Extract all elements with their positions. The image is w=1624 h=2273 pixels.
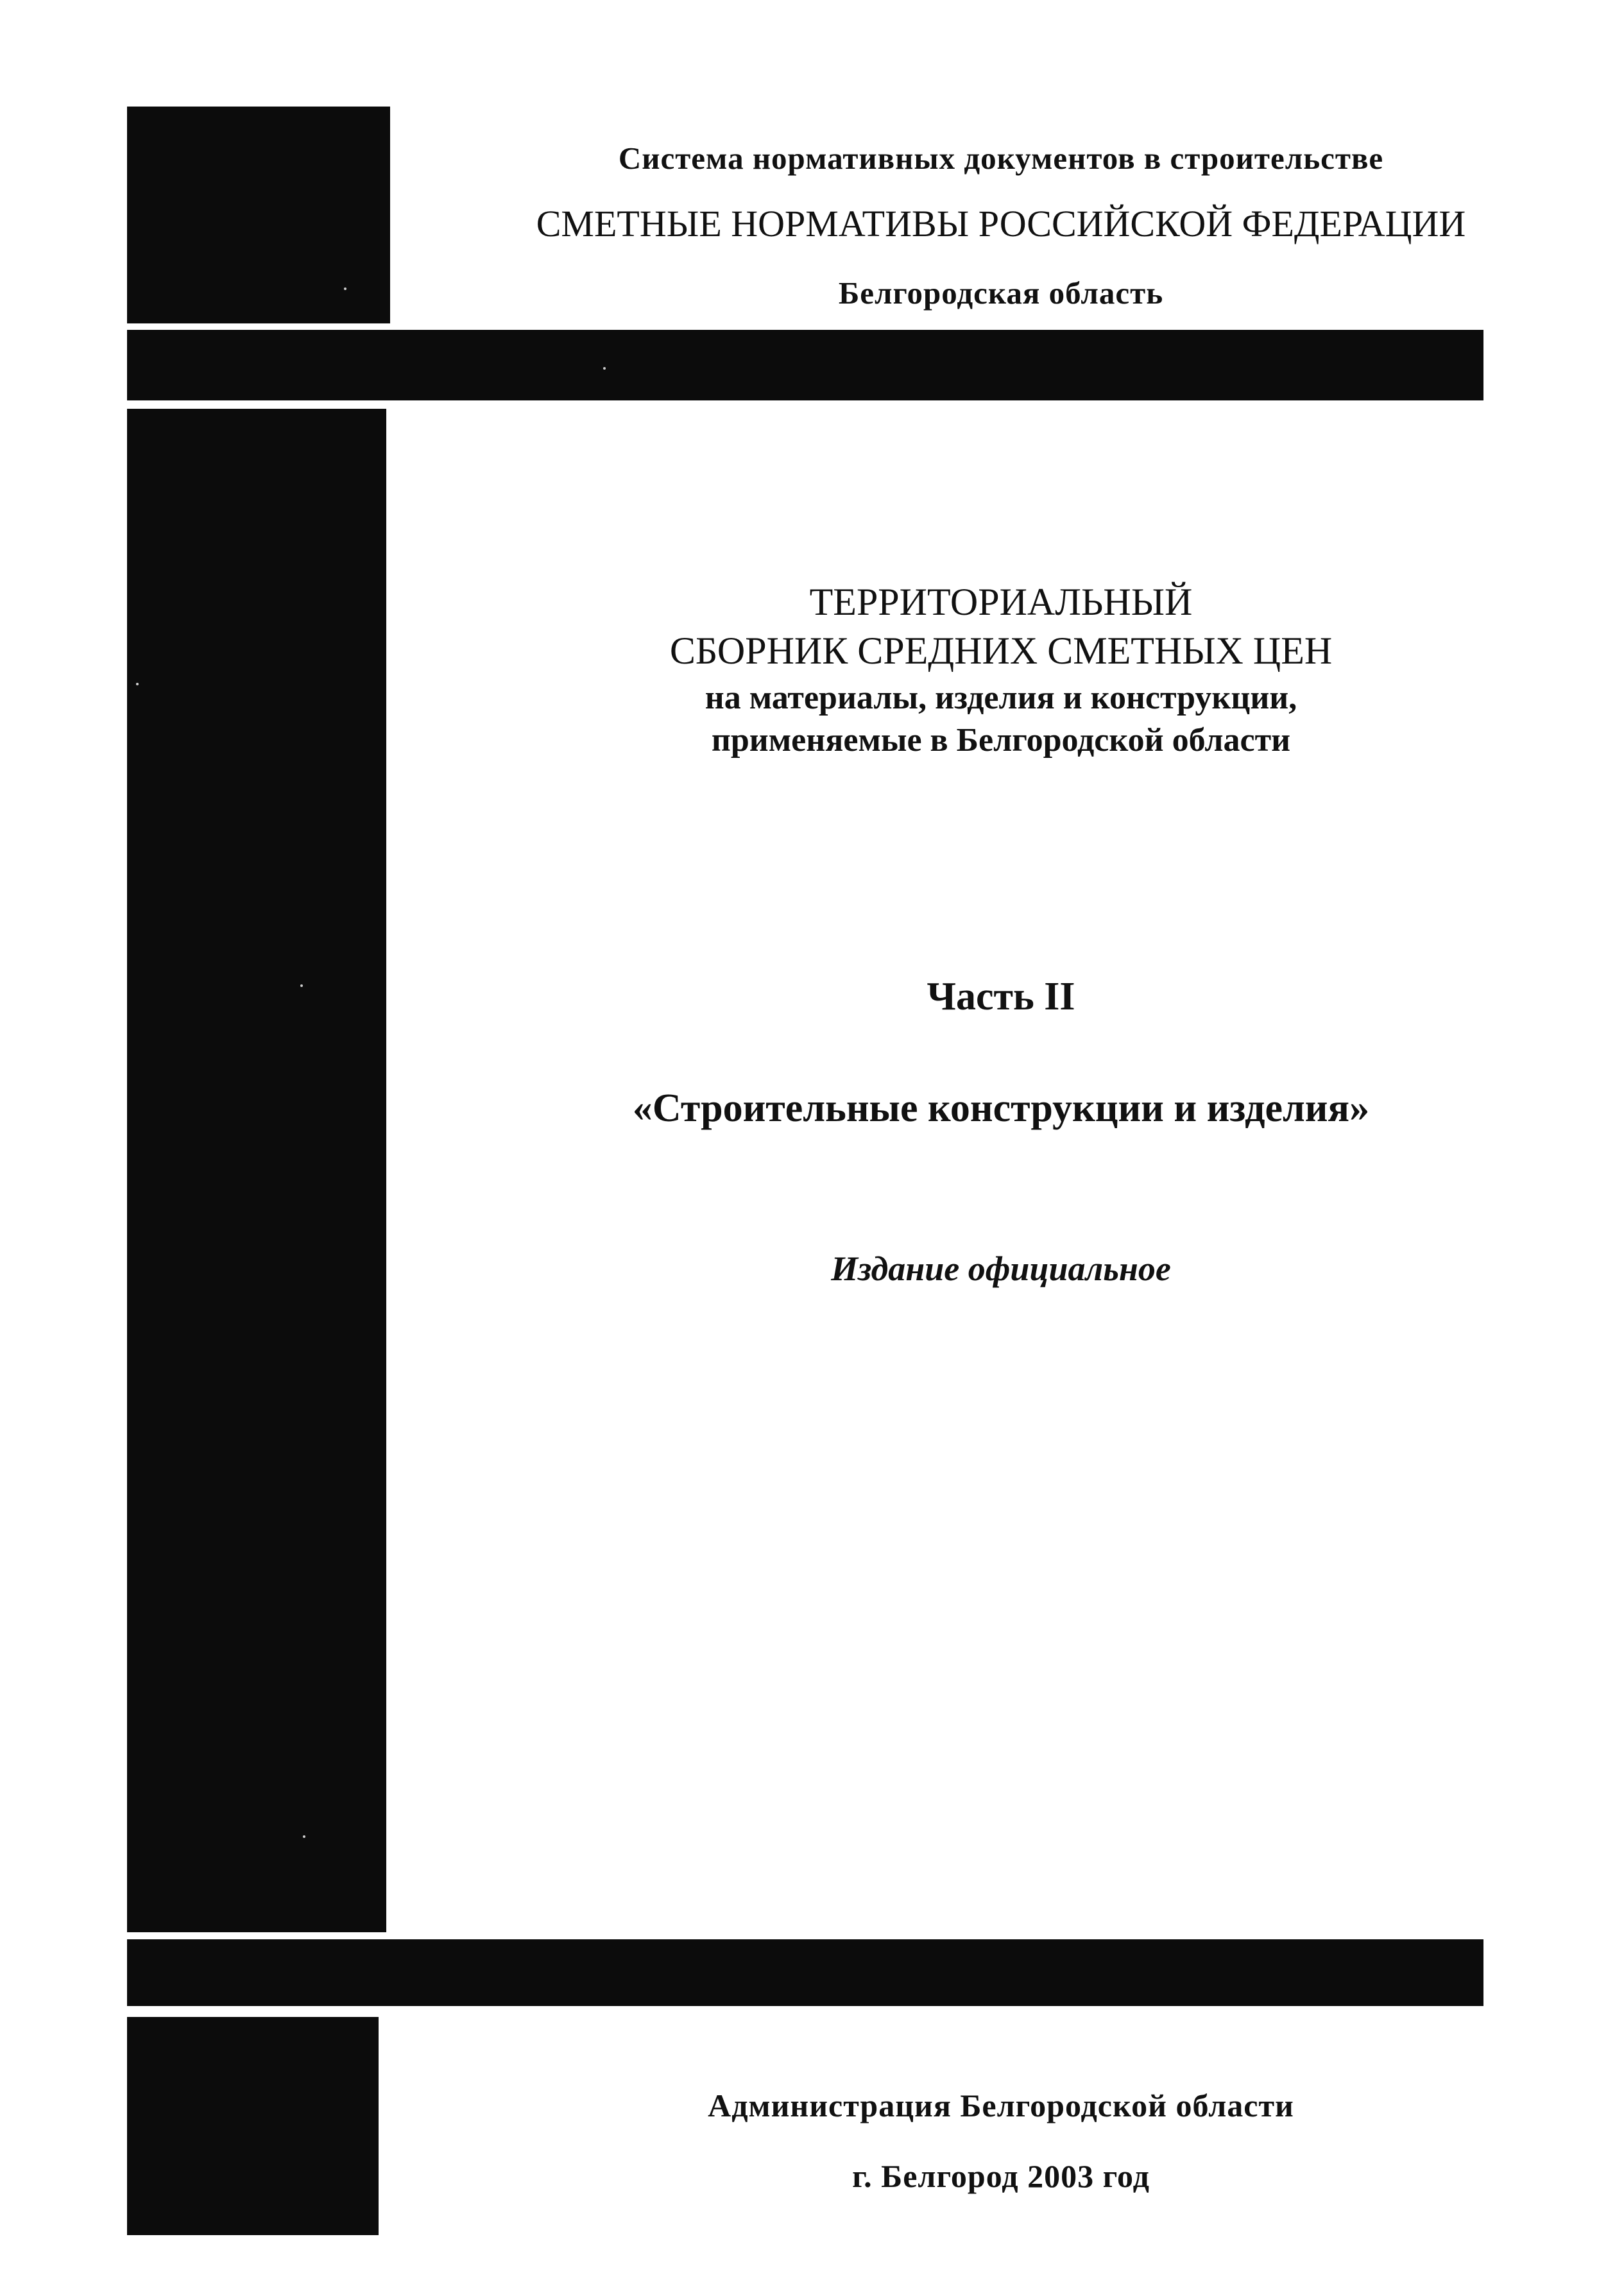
scan-speck <box>136 683 139 685</box>
title-line-1: ТЕРРИТОРИАЛЬНЫЙ <box>809 581 1193 623</box>
scan-speck <box>303 1835 305 1838</box>
title-line-3: на материалы, изделия и конструкции, <box>705 680 1297 716</box>
region-line: Белгородская область <box>838 275 1164 311</box>
scan-speck <box>344 287 346 290</box>
part-name: «Строительные конструкции и изделия» <box>632 1086 1370 1130</box>
part-label: Часть II <box>927 975 1075 1018</box>
title-line-2: СБОРНИК СРЕДНИХ СМЕТНЫХ ЦЕН <box>669 630 1333 672</box>
scan-speck <box>603 367 606 370</box>
top-horizontal-bar <box>127 330 1483 400</box>
top-left-block <box>127 107 390 323</box>
bottom-left-block <box>127 2017 379 2235</box>
series-line: СМЕТНЫЕ НОРМАТИВЫ РОССИЙСКОЙ ФЕДЕРАЦИИ <box>536 203 1466 244</box>
system-line: Система нормативных документов в строительстве <box>618 141 1384 176</box>
scan-speck <box>300 984 303 987</box>
publisher-place-year: г. Белгород 2003 год <box>852 2158 1150 2194</box>
left-vertical-column <box>127 409 386 1932</box>
edition-label: Издание официальное <box>831 1249 1171 1288</box>
publisher-organization: Администрация Белгородской области <box>708 2088 1294 2123</box>
bottom-horizontal-bar <box>127 1939 1483 2006</box>
title-line-4: применяемые в Белгородской области <box>711 722 1291 759</box>
